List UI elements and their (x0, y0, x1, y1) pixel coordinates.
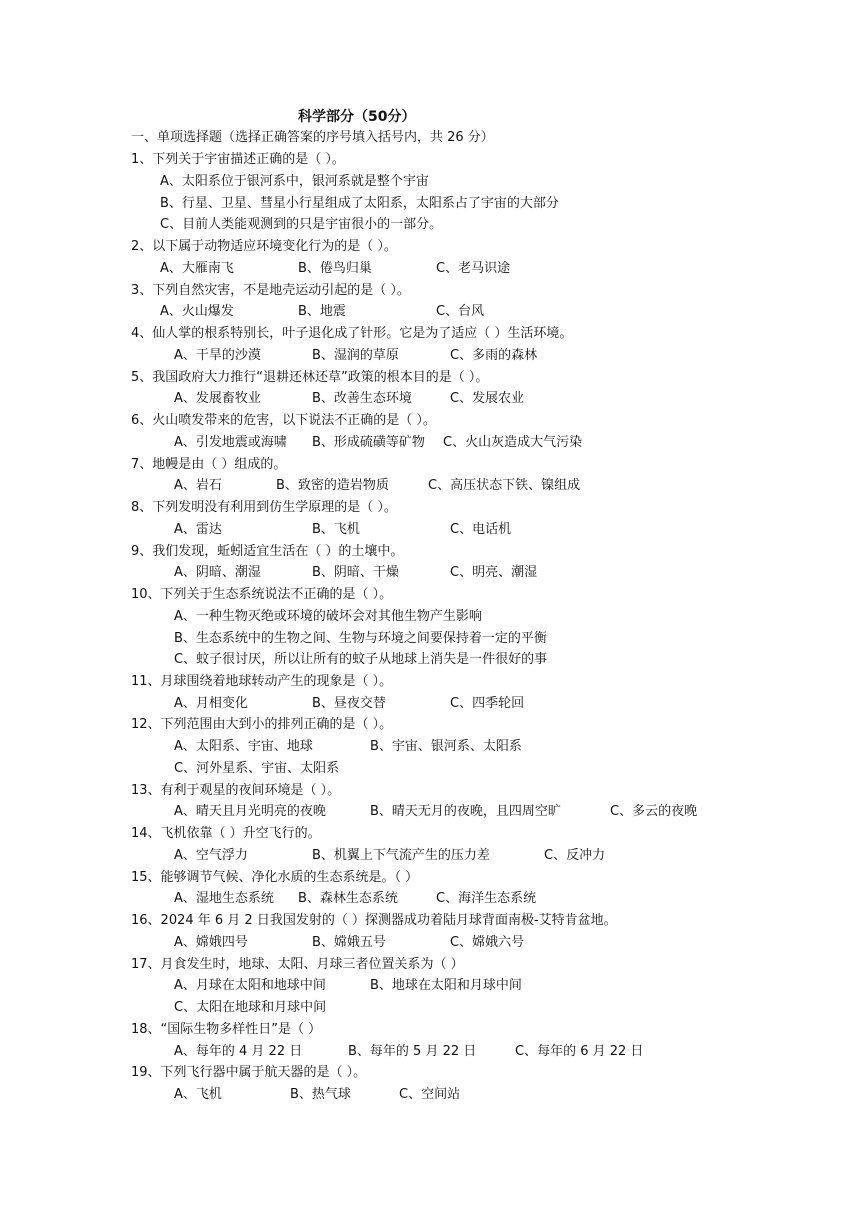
question-2-option-c: C、老马识途 (436, 261, 511, 276)
question-8-option-a: A、雷达 (174, 522, 222, 537)
question-11-option-a: A、月相变化 (174, 696, 248, 711)
question-2-option-a: A、大雁南飞 (160, 261, 234, 276)
question-12-option-a: A、太阳系、宇宙、地球 (174, 739, 313, 754)
section-heading: 一、单项选择题（选择正确答案的序号填入括号内，共 26 分） (131, 130, 494, 145)
question-9-option-b: B、阴暗、干燥 (312, 565, 399, 580)
question-14-stem: 14、飞机依靠（ ）升空飞行的。 (131, 826, 321, 841)
question-17-option-c: C、太阳在地球和月球中间 (174, 1000, 327, 1015)
question-3-option-b: B、地震 (298, 304, 346, 319)
question-13-option-b: B、晴天无月的夜晚，且四周空旷 (370, 804, 561, 819)
question-13-stem: 13、有利于观星的夜间环境是（ ）。 (131, 783, 341, 798)
question-19-option-b: B、热气球 (290, 1087, 351, 1102)
question-14-option-a: A、空气浮力 (174, 848, 248, 863)
question-3-stem: 3、下列自然灾害，不是地壳运动引起的是（ ）。 (131, 283, 410, 298)
question-5-option-a: A、发展畜牧业 (174, 391, 261, 406)
question-10-stem: 10、下列关于生态系统说法不正确的是（ ）。 (131, 587, 393, 602)
question-15-option-b: B、森林生态系统 (298, 891, 398, 906)
question-5-stem: 5、我国政府大力推行“退耕还林还草”政策的根本目的是（ ）。 (131, 370, 489, 385)
question-11-option-b: B、昼夜交替 (312, 696, 386, 711)
question-1-option-b: B、行星、卫星、彗星小行星组成了太阳系，太阳系占了宇宙的大部分 (160, 196, 559, 211)
question-4-option-a: A、干旱的沙漠 (174, 348, 261, 363)
question-11-option-c: C、四季轮回 (450, 696, 525, 711)
question-5-option-b: B、改善生态环境 (312, 391, 412, 406)
question-6-stem: 6、火山喷发带来的危害，以下说法不正确的是（ ）。 (131, 413, 436, 428)
question-15-option-c: C、海洋生态系统 (436, 891, 537, 906)
question-12-option-c: C、河外星系、宇宙、太阳系 (174, 761, 340, 776)
question-17-option-b: B、地球在太阳和月球中间 (370, 978, 522, 993)
question-9-stem: 9、我们发现，蚯蚓适宜生活在（ ）的土壤中。 (131, 544, 404, 559)
question-13-option-c: C、多云的夜晚 (610, 804, 698, 819)
question-4-option-c: C、多雨的森林 (450, 348, 538, 363)
question-19-option-a: A、飞机 (174, 1087, 222, 1102)
question-2-option-b: B、倦鸟归巢 (298, 261, 372, 276)
question-9-option-c: C、明亮、潮湿 (450, 565, 538, 580)
question-17-option-a: A、月球在太阳和地球中间 (174, 978, 326, 993)
question-8-stem: 8、下列发明没有利用到仿生学原理的是（ ）。 (131, 500, 397, 515)
question-14-option-c: C、反冲力 (544, 848, 606, 863)
question-19-stem: 19、下列飞行器中属于航天器的是（ ）。 (131, 1065, 367, 1080)
question-4-stem: 4、仙人掌的根系特别长，叶子退化成了针形。它是为了适应（ ）生活环境。 (131, 326, 573, 341)
question-8-option-b: B、飞机 (312, 522, 360, 537)
question-10-option-a: A、一种生物灭绝或环境的破坏会对其他生物产生影响 (174, 609, 482, 624)
question-6-option-a: A、引发地震或海啸 (174, 435, 287, 450)
question-5-option-c: C、发展农业 (450, 391, 525, 406)
question-15-stem: 15、能够调节气候、净化水质的生态系统是。（ ） (131, 870, 419, 885)
question-18-option-c: C、每年的 6 月 22 日 (515, 1044, 644, 1059)
question-16-stem: 16、2024 年 6 月 2 日我国发射的（ ）探测器成功着陆月球背面南极-艾特肯盆地。 (131, 913, 617, 928)
question-19-option-c: C、空间站 (399, 1087, 461, 1102)
question-15-option-a: A、湿地生态系统 (174, 891, 274, 906)
question-14-option-b: B、机翼上下气流产生的压力差 (312, 848, 490, 863)
question-3-option-c: C、台风 (436, 304, 485, 319)
question-4-option-b: B、湿润的草原 (312, 348, 399, 363)
question-3-option-a: A、火山爆发 (160, 304, 234, 319)
question-7-option-a: A、岩石 (174, 478, 222, 493)
page-title: 科学部分（50分） (298, 109, 416, 125)
question-6-option-b: B、形成硫磺等矿物 (312, 435, 425, 450)
question-1-option-c: C、目前人类能观测到的只是宇宙很小的一部分。 (160, 217, 443, 232)
question-11-stem: 11、月球围绕着地球转动产生的现象是（ ）。 (131, 674, 393, 689)
question-18-option-a: A、每年的 4 月 22 日 (174, 1044, 303, 1059)
question-16-option-c: C、嫦娥六号 (450, 935, 525, 950)
question-18-option-b: B、每年的 5 月 22 日 (348, 1044, 477, 1059)
question-9-option-a: A、阴暗、潮湿 (174, 565, 261, 580)
question-18-stem: 18、“国际生物多样性日”是（ ） (131, 1022, 322, 1037)
question-13-option-a: A、晴天且月光明亮的夜晚 (174, 804, 326, 819)
question-1-stem: 1、下列关于宇宙描述正确的是（ ）。 (131, 152, 345, 167)
question-6-option-c: C、火山灰造成大气污染 (443, 435, 583, 450)
question-8-option-c: C、电话机 (450, 522, 512, 537)
question-7-option-c: C、高压状态下铁、镍组成 (428, 478, 581, 493)
question-17-stem: 17、月食发生时，地球、太阳、月球三者位置关系为（ ） (131, 957, 464, 972)
question-1-option-a: A、太阳系位于银河系中，银河系就是整个宇宙 (160, 174, 429, 189)
question-12-option-b: B、宇宙、银河系、太阳系 (370, 739, 522, 754)
question-10-option-b: B、生态系统中的生物之间、生物与环境之间要保持着一定的平衡 (174, 631, 547, 646)
question-16-option-a: A、嫦娥四号 (174, 935, 248, 950)
question-7-stem: 7、地幔是由（ ）组成的。 (131, 457, 287, 472)
question-10-option-c: C、蚊子很讨厌，所以让所有的蚊子从地球上消失是一件很好的事 (174, 652, 548, 667)
question-7-option-b: B、致密的造岩物质 (276, 478, 389, 493)
question-12-stem: 12、下列范围由大到小的排列正确的是（ ）。 (131, 717, 393, 732)
question-16-option-b: B、嫦娥五号 (312, 935, 386, 950)
question-2-stem: 2、以下属于动物适应环境变化行为的是（ ）。 (131, 239, 397, 254)
